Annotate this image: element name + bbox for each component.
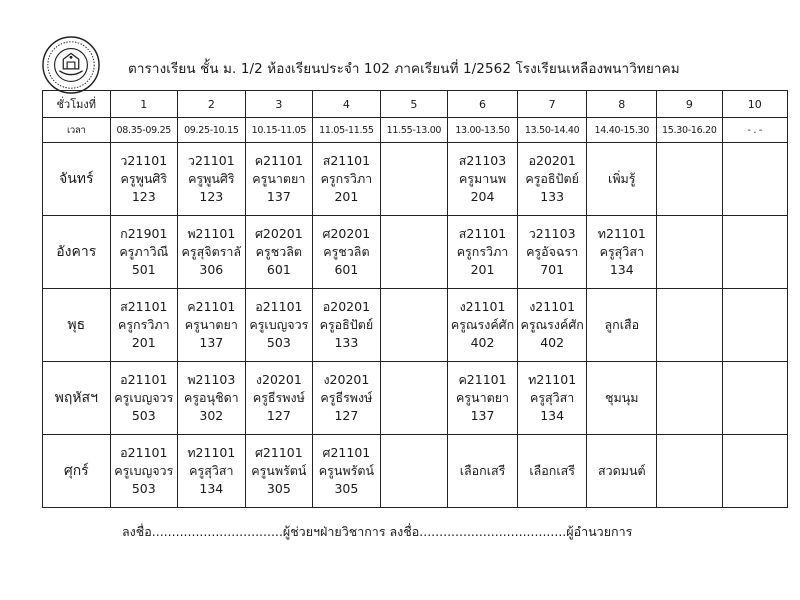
subject-code: ส21101 xyxy=(458,225,507,241)
period-number: 9 xyxy=(657,91,722,118)
schedule-cell xyxy=(245,289,313,362)
room-number: 601 xyxy=(266,262,291,278)
school-emblem-icon xyxy=(42,36,100,94)
room-number: 601 xyxy=(334,262,359,278)
teacher-name: ครูนาตยา xyxy=(184,316,238,332)
subject-code: ค21101 xyxy=(254,152,303,168)
schedule-cell xyxy=(380,435,448,508)
subject-code: ศ21101 xyxy=(322,444,371,460)
schedule-cell xyxy=(722,435,787,508)
subject-code: ศ20201 xyxy=(255,225,303,241)
schedule-cell xyxy=(380,362,448,435)
schedule-cell xyxy=(587,289,657,362)
subject-code: ง21101 xyxy=(459,298,506,314)
room-number: 127 xyxy=(334,408,359,424)
teacher-name: ครูนาตยา xyxy=(252,170,306,186)
schedule-cell xyxy=(587,143,657,216)
schedule-cell xyxy=(380,289,448,362)
room-number: 503 xyxy=(131,481,156,497)
signature-line: ลงชื่อ.................................ผู้ช่วยฯฝ่ายวิชาการ ลงชื่อ.....................................ผู้อำนวยการ xyxy=(122,524,633,539)
room-number: 123 xyxy=(199,189,224,205)
teacher-name: ครูธีรพงษ์ xyxy=(252,389,305,405)
time-slot: 14.40-15.30 xyxy=(587,118,657,143)
schedule-cell xyxy=(657,435,722,508)
schedule-cell xyxy=(110,435,178,508)
room-number: 201 xyxy=(470,262,495,278)
room-number: 134 xyxy=(540,408,565,424)
subject-code: ท21101 xyxy=(528,371,577,387)
teacher-name: ครูชวลิต xyxy=(323,243,370,259)
day-row xyxy=(43,362,788,435)
subject-code: ส21101 xyxy=(322,152,371,168)
teacher-name: ครูสุวิสา xyxy=(189,462,234,478)
schedule-cell xyxy=(178,435,246,508)
room-number: 137 xyxy=(199,335,224,351)
subject-code: ท21101 xyxy=(597,225,646,241)
subject-code: สวดมนต์ xyxy=(597,462,646,478)
teacher-name: ครูณรงค์ศัก xyxy=(520,316,584,332)
schedule-cell xyxy=(448,143,518,216)
room-number: 127 xyxy=(266,408,291,424)
schedule-cell xyxy=(448,289,518,362)
time-slot: 13.50-14.40 xyxy=(517,118,587,143)
room-number: 133 xyxy=(334,335,359,351)
room-number: 701 xyxy=(540,262,565,278)
teacher-name: ครูสุวิสา xyxy=(599,243,644,259)
schedule-cell xyxy=(517,289,587,362)
room-number: 134 xyxy=(609,262,634,278)
teacher-name: ครูพูนศิริ xyxy=(120,170,168,186)
schedule-cell xyxy=(245,362,313,435)
subject-code: เลือกเสรี xyxy=(459,462,506,478)
schedule-cell xyxy=(722,362,787,435)
schedule-cell xyxy=(313,362,381,435)
room-number: 503 xyxy=(266,335,291,351)
time-slot: 10.15-11.05 xyxy=(245,118,313,143)
room-number: 305 xyxy=(266,481,291,497)
subject-code: ว21101 xyxy=(120,152,168,168)
time-slot: 08.35-09.25 xyxy=(110,118,178,143)
schedule-cell xyxy=(722,216,787,289)
schedule-cell xyxy=(448,216,518,289)
room-number: 305 xyxy=(334,481,359,497)
room-number: 137 xyxy=(266,189,291,205)
room-number: 402 xyxy=(470,335,495,351)
subject-code: ชุมนุม xyxy=(605,389,639,405)
teacher-name: ครูกรวิภา xyxy=(456,243,509,259)
room-number: 123 xyxy=(131,189,156,205)
schedule-cell xyxy=(245,216,313,289)
subject-code: เลือกเสรี xyxy=(529,462,575,478)
subject-code: ง20201 xyxy=(255,371,302,387)
time-slot: 09.25-10.15 xyxy=(178,118,246,143)
day-row xyxy=(43,143,788,216)
schedule-cell xyxy=(587,435,657,508)
schedule-cell xyxy=(517,435,587,508)
teacher-name: ครูนพรัตน์ xyxy=(318,462,375,478)
teacher-name: ครูสุจิตราลั xyxy=(181,243,242,259)
schedule-cell xyxy=(722,143,787,216)
subject-code: อ20201 xyxy=(528,152,576,168)
time-slot: 11.05-11.55 xyxy=(313,118,381,143)
day-name: จันทร์ xyxy=(43,143,111,216)
room-number: 501 xyxy=(131,262,156,278)
schedule-cell xyxy=(178,143,246,216)
time-slot: - . - xyxy=(722,118,787,143)
period-number: 3 xyxy=(245,91,313,118)
subject-code: ส21101 xyxy=(120,298,168,314)
teacher-name: ครูกรวิภา xyxy=(117,316,170,332)
schedule-cell xyxy=(178,362,246,435)
schedule-cell xyxy=(448,435,518,508)
room-number: 201 xyxy=(334,189,359,205)
subject-code: ส21103 xyxy=(458,152,507,168)
subject-code: อ20201 xyxy=(322,298,371,314)
period-number: 4 xyxy=(313,91,381,118)
subject-code: ค21101 xyxy=(458,371,507,387)
period-number: 1 xyxy=(110,91,178,118)
subject-code: อ21101 xyxy=(120,371,168,387)
day-row xyxy=(43,216,788,289)
schedule-cell xyxy=(657,362,722,435)
schedule-cell xyxy=(657,289,722,362)
schedule-cell xyxy=(587,216,657,289)
teacher-name: ครูภาวิณี xyxy=(119,243,169,259)
subject-code: ว21103 xyxy=(528,225,576,241)
day-name: พุธ xyxy=(43,289,111,362)
period-number: 2 xyxy=(178,91,246,118)
teacher-name: ครูมานพ xyxy=(458,170,507,186)
teacher-name: ครูณรงค์ศัก xyxy=(450,316,515,332)
room-number: 402 xyxy=(540,335,565,351)
time-slot: 13.00-13.50 xyxy=(448,118,518,143)
time-row xyxy=(43,118,788,143)
schedule-cell xyxy=(110,362,178,435)
teacher-name: ครูพูนศิริ xyxy=(188,170,235,186)
teacher-name: ครูอนุชิดา xyxy=(183,389,239,405)
room-number: 201 xyxy=(131,335,156,351)
teacher-name: ครูกรวิภา xyxy=(320,170,373,186)
day-row xyxy=(43,435,788,508)
teacher-name: ครูชวลิต xyxy=(255,243,303,259)
schedule-cell xyxy=(722,289,787,362)
teacher-name: ครูอัจฉรา xyxy=(526,243,579,259)
subject-code: อ21101 xyxy=(255,298,303,314)
subject-code: ค21101 xyxy=(187,298,236,314)
subject-code: ลูกเสือ xyxy=(604,316,640,332)
teacher-name: ครูเบญจวร xyxy=(249,316,309,332)
schedule-cell xyxy=(178,216,246,289)
schedule-table xyxy=(42,90,788,508)
subject-code: เพิ่มรู้ xyxy=(608,170,636,186)
period-number: 6 xyxy=(448,91,518,118)
period-number: 8 xyxy=(587,91,657,118)
schedule-cell xyxy=(380,216,448,289)
subject-code: ท21101 xyxy=(187,444,236,460)
time-label: เวลา xyxy=(43,118,111,143)
teacher-name: ครูเบญจวร xyxy=(114,462,174,478)
room-number: 133 xyxy=(540,189,565,205)
subject-code: ศ21101 xyxy=(255,444,303,460)
day-name: อังคาร xyxy=(43,216,111,289)
subject-code: ก21901 xyxy=(120,225,168,241)
schedule-cell xyxy=(517,143,587,216)
schedule-cell xyxy=(517,362,587,435)
subject-code: ว21101 xyxy=(187,152,235,168)
schedule-cell xyxy=(178,289,246,362)
day-name: พฤหัสฯ xyxy=(43,362,111,435)
teacher-name: ครูสุวิสา xyxy=(529,389,575,405)
schedule-cell xyxy=(517,216,587,289)
schedule-cell xyxy=(245,435,313,508)
period-header-row xyxy=(43,91,788,118)
schedule-cell xyxy=(245,143,313,216)
schedule-cell xyxy=(587,362,657,435)
subject-code: ง21101 xyxy=(529,298,576,314)
subject-code: พ21103 xyxy=(187,371,236,387)
period-header-label: ชั่วโมงที่ xyxy=(43,91,111,118)
schedule-cell xyxy=(313,435,381,508)
schedule-cell xyxy=(657,143,722,216)
room-number: 302 xyxy=(199,408,224,424)
room-number: 137 xyxy=(470,408,495,424)
schedule-cell xyxy=(313,289,381,362)
subject-code: พ21101 xyxy=(187,225,236,241)
schedule-cell xyxy=(448,362,518,435)
subject-code: ง20201 xyxy=(323,371,370,387)
period-number: 5 xyxy=(380,91,448,118)
room-number: 204 xyxy=(470,189,495,205)
day-row xyxy=(43,289,788,362)
schedule-cell xyxy=(110,289,178,362)
time-slot: 11.55-13.00 xyxy=(380,118,448,143)
schedule-cell xyxy=(313,216,381,289)
time-slot: 15.30-16.20 xyxy=(657,118,722,143)
teacher-name: ครูธีรพงษ์ xyxy=(320,389,373,405)
period-number: 10 xyxy=(722,91,787,118)
room-number: 134 xyxy=(199,481,224,497)
teacher-name: ครูนพรัตน์ xyxy=(251,462,307,478)
schedule-cell xyxy=(313,143,381,216)
schedule-cell xyxy=(110,216,178,289)
teacher-name: ครูอธิปัตย์ xyxy=(319,316,374,332)
teacher-name: ครูเบญจวร xyxy=(114,389,174,405)
day-name: ศุกร์ xyxy=(43,435,111,508)
schedule-cell xyxy=(657,216,722,289)
schedule-cell xyxy=(110,143,178,216)
subject-code: อ21101 xyxy=(120,444,168,460)
page-title: ตารางเรียน ชั้น ม. 1/2 ห้องเรียนประจำ 102 ภาคเรียนที่ 1/2562 โรงเรียนเหลืองพนาวิทยาคม xyxy=(128,61,680,77)
period-number: 7 xyxy=(517,91,587,118)
schedule-cell xyxy=(380,143,448,216)
room-number: 503 xyxy=(131,408,156,424)
teacher-name: ครูนาตยา xyxy=(455,389,510,405)
room-number: 306 xyxy=(199,262,224,278)
teacher-name: ครูอธิปัตย์ xyxy=(525,170,579,186)
subject-code: ศ20201 xyxy=(322,225,371,241)
